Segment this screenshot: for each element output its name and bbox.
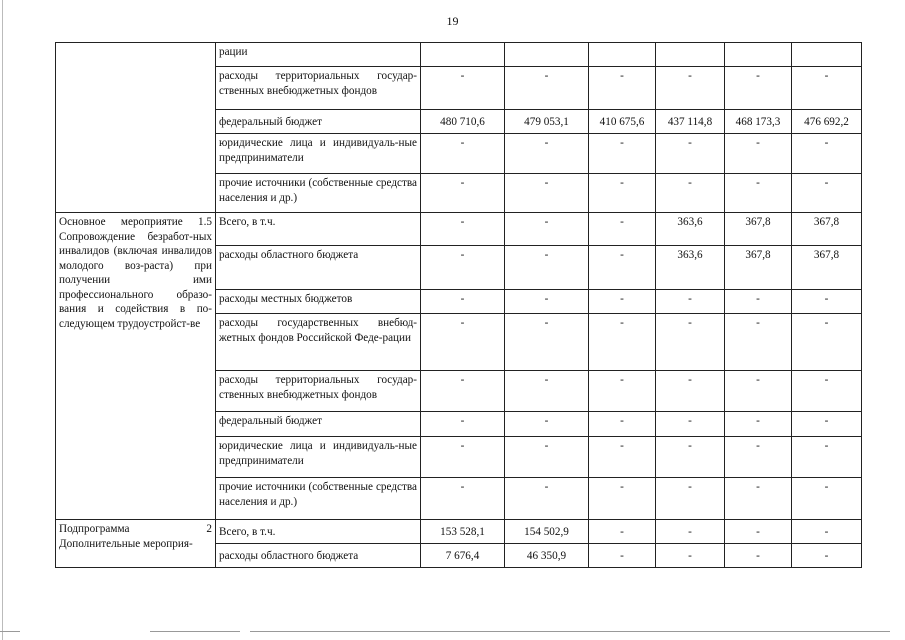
value-cell: 46 350,9 <box>505 544 589 568</box>
value-cell: - <box>505 290 589 314</box>
value-cell: - <box>505 412 589 437</box>
value-cell: - <box>656 314 725 371</box>
funding-source-cell: расходы территориальных государ-ственных внебюджетных фондов <box>216 67 421 110</box>
value-cell: - <box>725 290 792 314</box>
value-cell: - <box>589 437 656 478</box>
value-cell: - <box>589 134 656 174</box>
bottom-rule-mid <box>150 631 240 632</box>
bottom-rule-left <box>0 631 20 632</box>
funding-source-cell: расходы областного бюджета <box>216 246 421 290</box>
value-cell: - <box>589 478 656 520</box>
value-cell: - <box>589 67 656 110</box>
value-cell: - <box>421 174 505 213</box>
value-cell: 410 675,6 <box>589 110 656 134</box>
value-cell: - <box>725 174 792 213</box>
value-cell: - <box>792 290 862 314</box>
value-cell: 367,8 <box>725 213 792 246</box>
table-row <box>56 213 862 246</box>
value-cell: - <box>656 134 725 174</box>
value-cell: - <box>421 290 505 314</box>
value-cell: - <box>505 437 589 478</box>
value-cell: 363,6 <box>656 246 725 290</box>
value-cell: 154 502,9 <box>505 520 589 544</box>
value-cell: 479 053,1 <box>505 110 589 134</box>
value-cell: 367,8 <box>725 246 792 290</box>
value-cell: - <box>725 544 792 568</box>
value-cell: - <box>421 213 505 246</box>
scan-edge <box>2 0 3 640</box>
funding-source-cell: Всего, в т.ч. <box>216 520 421 544</box>
table-row <box>56 520 862 544</box>
value-cell: - <box>792 134 862 174</box>
funding-source-cell: юридические лица и индивидуаль-ные предприниматели <box>216 437 421 478</box>
value-cell: - <box>589 246 656 290</box>
funding-source-cell: расходы областного бюджета <box>216 544 421 568</box>
value-cell: - <box>421 246 505 290</box>
value-cell: - <box>656 371 725 412</box>
value-cell: - <box>656 174 725 213</box>
value-cell: - <box>589 544 656 568</box>
value-cell: - <box>792 478 862 520</box>
value-cell: - <box>792 437 862 478</box>
value-cell: - <box>656 412 725 437</box>
value-cell <box>505 43 589 67</box>
value-cell: - <box>656 478 725 520</box>
value-cell: - <box>792 174 862 213</box>
value-cell: - <box>725 478 792 520</box>
value-cell: - <box>505 371 589 412</box>
value-cell: - <box>725 412 792 437</box>
funding-source-cell: расходы государственных внебюд-жетных фондов Российской Феде-рации <box>216 314 421 371</box>
value-cell: - <box>505 478 589 520</box>
value-cell: - <box>725 67 792 110</box>
value-cell: - <box>505 246 589 290</box>
value-cell: - <box>421 134 505 174</box>
table-row <box>56 43 862 67</box>
value-cell: - <box>421 314 505 371</box>
value-cell: - <box>589 174 656 213</box>
value-cell: - <box>421 67 505 110</box>
value-cell: - <box>421 371 505 412</box>
value-cell: - <box>725 314 792 371</box>
value-cell: - <box>792 544 862 568</box>
value-cell: - <box>421 478 505 520</box>
value-cell: 468 173,3 <box>725 110 792 134</box>
value-cell: - <box>589 412 656 437</box>
value-cell: 153 528,1 <box>421 520 505 544</box>
value-cell: - <box>725 437 792 478</box>
funding-source-cell: федеральный бюджет <box>216 412 421 437</box>
value-cell: - <box>589 371 656 412</box>
value-cell: - <box>505 314 589 371</box>
value-cell <box>792 43 862 67</box>
funding-source-cell: юридические лица и индивидуаль-ные предприниматели <box>216 134 421 174</box>
value-cell: - <box>589 213 656 246</box>
value-cell <box>656 43 725 67</box>
value-cell: - <box>505 174 589 213</box>
value-cell: - <box>656 520 725 544</box>
value-cell: - <box>725 520 792 544</box>
value-cell: - <box>792 371 862 412</box>
value-cell: - <box>656 67 725 110</box>
measure-name-cell <box>56 43 216 213</box>
budget-table <box>55 42 862 568</box>
value-cell: - <box>505 67 589 110</box>
value-cell: 367,8 <box>792 213 862 246</box>
value-cell: - <box>792 67 862 110</box>
value-cell: - <box>421 437 505 478</box>
value-cell <box>421 43 505 67</box>
funding-source-cell: федеральный бюджет <box>216 110 421 134</box>
value-cell: - <box>656 290 725 314</box>
funding-source-cell: Всего, в т.ч. <box>216 213 421 246</box>
measure-name-cell: Подпрограмма 2 Дополнительные мероприя- <box>56 520 216 568</box>
value-cell: 363,6 <box>656 213 725 246</box>
value-cell: - <box>656 437 725 478</box>
value-cell: - <box>589 290 656 314</box>
value-cell: - <box>725 371 792 412</box>
page-number: 19 <box>446 14 459 28</box>
value-cell: 480 710,6 <box>421 110 505 134</box>
value-cell: 476 692,2 <box>792 110 862 134</box>
value-cell: - <box>421 412 505 437</box>
value-cell: - <box>505 213 589 246</box>
measure-name-cell: Основное мероприятие 1.5 Сопровождение безработ-ных инвалидов (включая инвалидов молодого воз-раста) при получении ими профессионального образо-вания и содействия в по-следующем трудоустройст-ве <box>56 213 216 520</box>
bottom-rule-right <box>250 631 890 632</box>
funding-source-cell: прочие источники (собственные средства населения и др.) <box>216 174 421 213</box>
funding-source-cell: расходы территориальных государ-ственных внебюджетных фондов <box>216 371 421 412</box>
value-cell: - <box>589 520 656 544</box>
value-cell: 437 114,8 <box>656 110 725 134</box>
value-cell: - <box>725 134 792 174</box>
funding-source-cell: расходы местных бюджетов <box>216 290 421 314</box>
value-cell <box>725 43 792 67</box>
value-cell: 7 676,4 <box>421 544 505 568</box>
value-cell: - <box>589 314 656 371</box>
value-cell: - <box>792 314 862 371</box>
value-cell: - <box>656 544 725 568</box>
value-cell: - <box>505 134 589 174</box>
value-cell: 367,8 <box>792 246 862 290</box>
funding-source-cell: прочие источники (собственные средства населения и др.) <box>216 478 421 520</box>
value-cell: - <box>792 412 862 437</box>
value-cell <box>589 43 656 67</box>
funding-source-cell: рации <box>216 43 421 67</box>
value-cell: - <box>792 520 862 544</box>
